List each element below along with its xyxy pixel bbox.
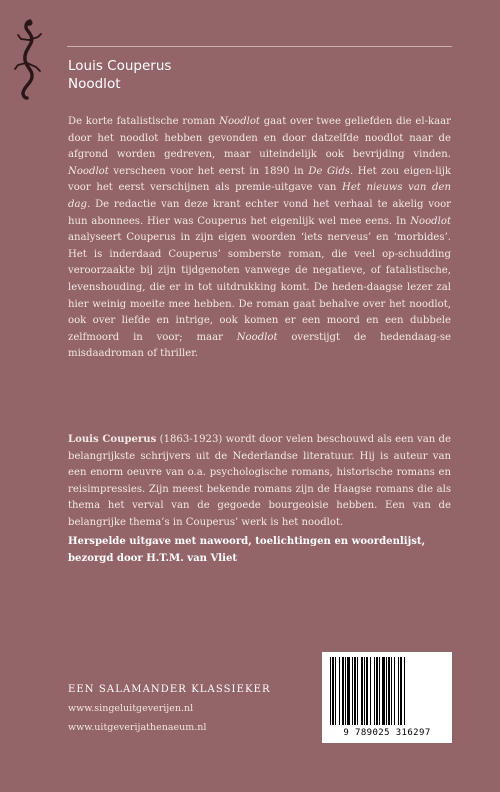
header-rule <box>67 46 452 47</box>
barcode-bar <box>376 657 378 725</box>
barcode-bar <box>345 657 346 725</box>
publisher-url-1: www.singeluitgeverijen.nl <box>68 703 194 714</box>
barcode-bar <box>364 657 365 725</box>
publisher-url-2: www.uitgeverijathenaeum.nl <box>68 722 207 733</box>
barcode-bar <box>357 657 358 725</box>
barcode-bar <box>382 657 385 725</box>
barcode-bar <box>352 657 353 725</box>
barcode-bar <box>400 657 402 725</box>
barcode-bar <box>354 657 356 725</box>
barcode-bar <box>394 657 395 725</box>
barcode-bar <box>370 657 371 725</box>
salamander-icon <box>12 18 48 100</box>
barcode-bar <box>398 657 399 725</box>
barcode <box>322 652 452 743</box>
author-bio-paragraph: Louis Couperus (1863-1923) wordt door velen beschouwd als een van de belangrijkste schrijvers uit de Nederlandse literatuur. Hij is auteur van een enorm oeuvre van o.a. psychologische romans, historische romans en reisimpressies. Zijn meest bekende romans zijn de Haagse romans die als thema het verval van de gegoede bourgeoisie hebben. Een van de belangrijke thema’s in Couperus’ werk is het noodlot. <box>68 434 451 528</box>
barcode-bar <box>388 657 390 725</box>
barcode-bars <box>328 657 446 727</box>
blurb-paragraph: De korte fatalistische roman Noodlot gaat over twee geliefden die el-kaar door het noodlot hebben gevonden en door datzelfde noodlot naar de afgrond worden gedreven, maar uiteindelijk ook bevrijding vinden. Noodlot verscheen voor het eerst in 1890 in De Gids. Het zou eigen-lijk voor het eerst verschijnen als premie-uitgave van Het nieuws van den dag. De redactie van deze krant echter vond het verhaal te akelig voor hun abonnees. Hier was Couperus het eigenlijk wel mee eens. In Noodlot analyseert Couperus in zijn eigen woorden ‘iets nerveus’ en ‘morbides’. Het is inderdaad Couperus’ somberste roman, die veel op-schudding veroorzaakte bij zijn tijdgenoten vanwege de negatieve, of fatalistische, levenshouding, die er in tot uitdrukking komt. De heden-daagse lezer zal hier weinig moeite mee hebben. De roman gaat behalve over het noodlot, ook over liefde en intrige, ook komen er een moord en een dubbele zelfmoord in voor; maar Noodlot overstijgt de hedendaag-se misdaadroman of thriller. <box>68 116 452 360</box>
edition-note: Herspelde uitgave met nawoord, toelichtingen en woordenlijst, bezorgd door H.T.M. van Vliet <box>68 536 426 564</box>
barcode-bar <box>404 657 405 725</box>
barcode-bar <box>366 657 368 725</box>
book-title: Noodlot <box>68 76 121 92</box>
barcode-bar <box>332 657 334 725</box>
series-label: EEN SALAMANDER KLASSIEKER <box>68 684 271 695</box>
barcode-bar <box>374 657 375 725</box>
author-name: Louis Couperus <box>68 58 172 74</box>
isbn-number: 9 789025 316297 <box>343 728 431 738</box>
barcode-bar <box>342 657 344 725</box>
barcode-bar <box>386 657 387 725</box>
barcode-bar <box>391 657 392 725</box>
barcode-bar <box>361 657 363 725</box>
barcode-bar <box>335 657 336 725</box>
barcode-bar <box>339 657 340 725</box>
author-bio-name: Louis Couperus <box>68 434 157 445</box>
barcode-bar <box>379 657 380 725</box>
barcode-bar <box>347 657 350 725</box>
barcode-bar <box>330 657 331 725</box>
